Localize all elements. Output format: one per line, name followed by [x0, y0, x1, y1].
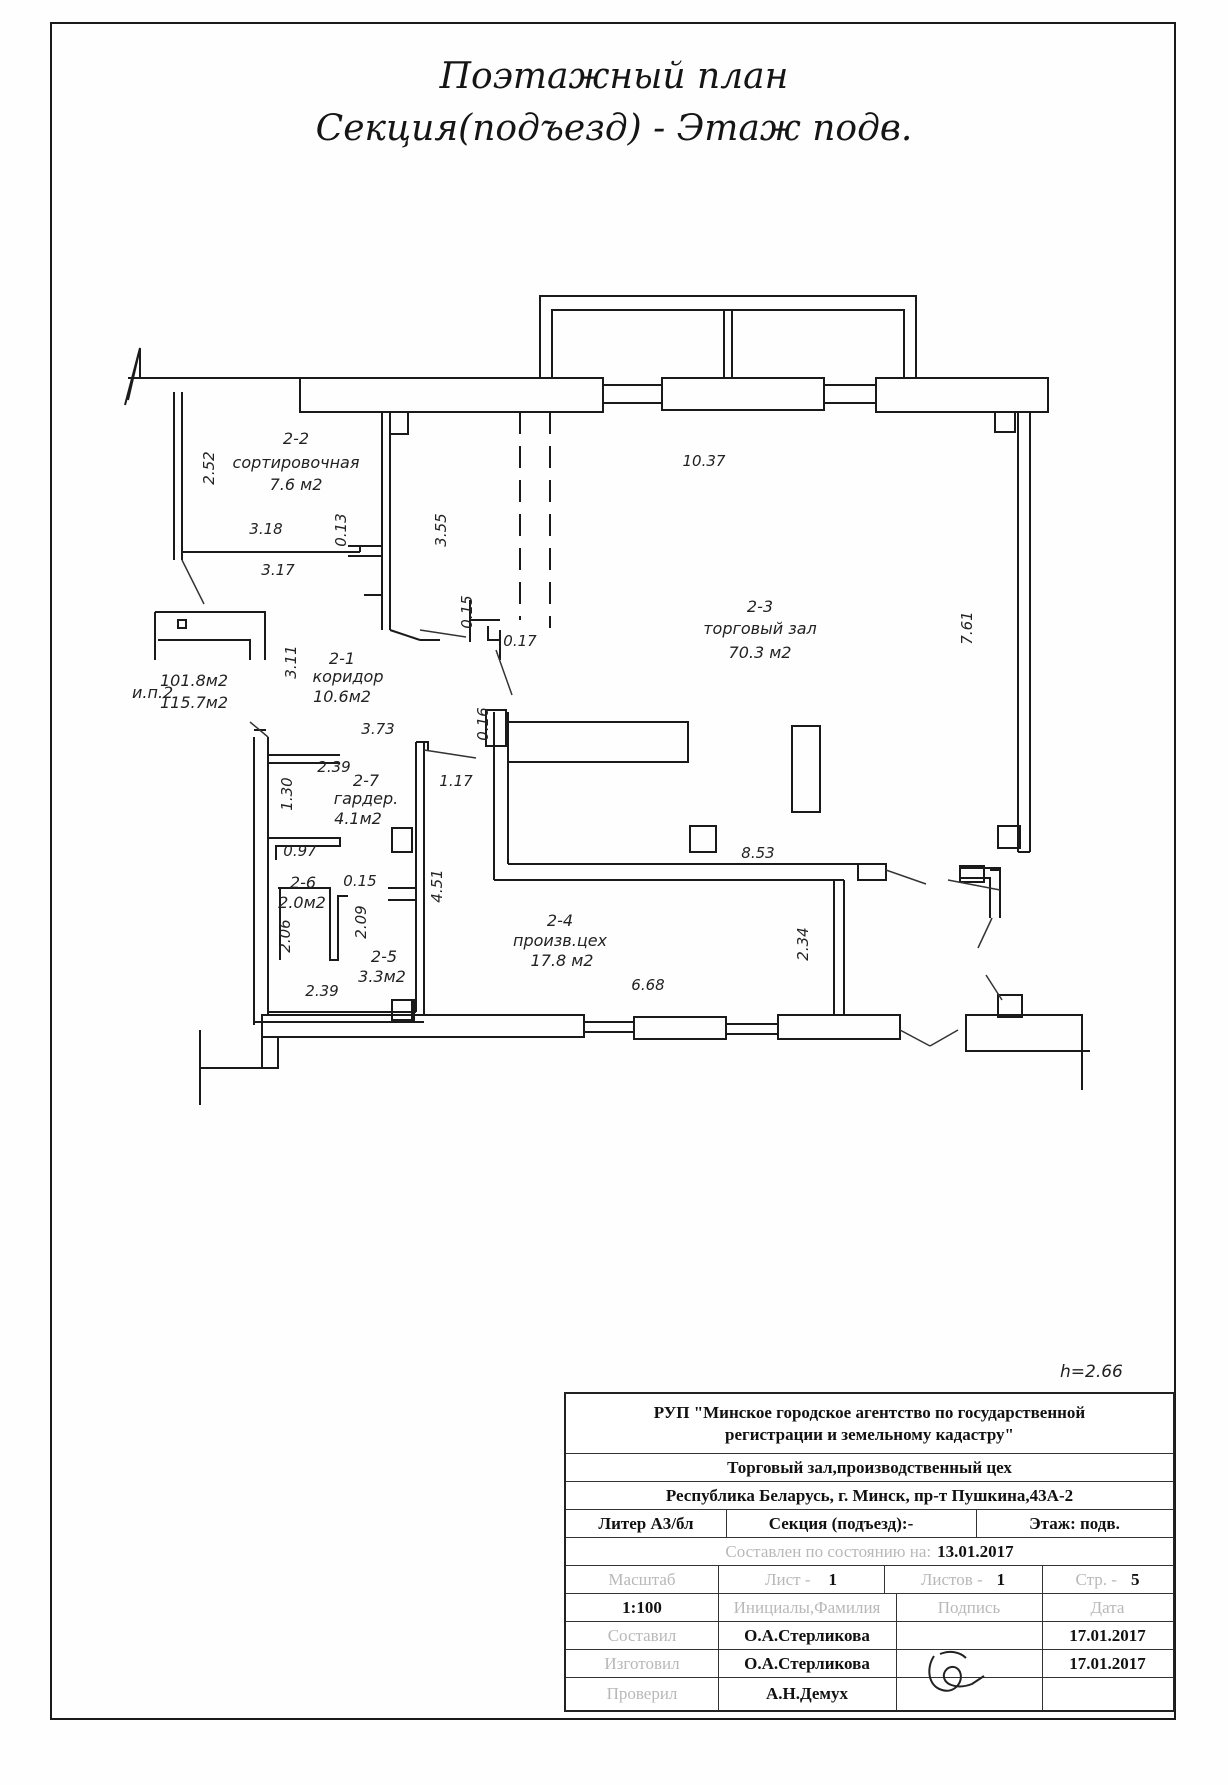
bottom-right-break [1082, 1015, 1090, 1090]
door-swing-lines [182, 560, 1002, 1046]
shelf-short [792, 726, 820, 812]
stamp-floor: Этаж: подв. [1029, 1513, 1120, 1533]
stamp-scale-value: 1:100 [622, 1597, 662, 1617]
top-wall-right [876, 378, 1048, 412]
stamp-sheet-value: 1 [828, 1569, 837, 1589]
totals-area-2: 115.7м2 [160, 693, 229, 712]
dim-7-61: 7.61 [958, 611, 976, 645]
stamp-object: Торговый зал,производственный цех [727, 1457, 1012, 1477]
dim-0-16: 0.16 [474, 707, 492, 741]
stamp-person-date: 17.01.2017 [1069, 1625, 1146, 1645]
dim-1-17: 1.17 [439, 772, 473, 790]
stamp-org-line1: РУП "Минское городское агентство по государственной [653, 1402, 1086, 1422]
stamp-object-row [566, 1454, 1173, 1482]
stamp-address: Республика Беларусь, г. Минск, пр-т Пушкина,43А-2 [665, 1485, 1074, 1505]
stamp-section: Секция (подъезд):- [768, 1513, 914, 1533]
stamp-person-row [566, 1650, 1173, 1678]
dim-2-39-b: 2.39 [305, 982, 339, 1000]
dim-10-37: 10.37 [682, 452, 726, 470]
room-2-1-id: 2-1 [328, 649, 356, 668]
left-break-line [125, 348, 140, 405]
vestibule [960, 868, 1000, 918]
stamp-org-row [566, 1394, 1173, 1454]
stamp-person-name: А.Н.Демух [765, 1684, 849, 1703]
dimension-labels [200, 451, 976, 1000]
stamp-col-signature: Подпись [937, 1597, 1001, 1617]
corridor-walls [155, 612, 265, 660]
bottom-wall-right [966, 1015, 1082, 1051]
bottom-wall-mid2 [778, 1015, 900, 1039]
stamp-state-label: Составлен по состоянию на: [725, 1541, 932, 1561]
dim-2-06: 2.06 [276, 919, 294, 953]
dim-3-11: 3.11 [282, 645, 300, 679]
room-2-7-area: 4.1м2 [334, 809, 382, 828]
dim-4-51: 4.51 [428, 869, 446, 903]
room-2-4-area: 17.8 м2 [530, 951, 594, 970]
stamp-person-date [1042, 1678, 1173, 1710]
ramp-dashed [520, 412, 550, 628]
room-2-5-area: 3.3м2 [358, 967, 406, 986]
right-exterior-wall [1018, 412, 1030, 852]
stamp-person-name: О.А.Стерликова [744, 1653, 870, 1673]
ceiling-height-note: h=2.66 [1060, 1362, 1123, 1382]
top-annex [540, 296, 916, 378]
dim-2-09: 2.09 [352, 905, 370, 939]
stamp-address-row [566, 1482, 1173, 1510]
stamp-liter-row [566, 1510, 1173, 1538]
stamp-liter: Литер А3/бл [598, 1513, 694, 1533]
top-exterior-wall [140, 348, 603, 412]
walls [125, 296, 1090, 1105]
bottom-wall-mid [634, 1017, 726, 1039]
dim-2-34: 2.34 [794, 927, 812, 961]
dim-1-30: 1.30 [278, 777, 296, 811]
dim-0-15-a: 0.15 [458, 595, 476, 629]
stamp-org-line2: регистрации и земельному кадастру" [725, 1424, 1014, 1444]
dim-0-15-b: 0.15 [343, 872, 377, 890]
room-2-6-id: 2-6 [289, 873, 317, 892]
room-2-2-walls [174, 392, 390, 630]
dim-6-68: 6.68 [631, 976, 665, 994]
title-block-stamp [564, 1392, 1175, 1712]
room-2-3-id: 2-3 [746, 597, 774, 616]
dim-3-17: 3.17 [261, 561, 295, 579]
stamp-person-date: 17.01.2017 [1069, 1653, 1146, 1673]
dim-0-17: 0.17 [503, 632, 537, 650]
stamp-role: Составил [607, 1625, 677, 1645]
stamp-header-row [566, 1594, 1173, 1622]
room-2-4-id: 2-4 [546, 911, 574, 930]
dim-2-52: 2.52 [200, 451, 218, 485]
room-2-4-name: произв.цех [512, 931, 608, 950]
dim-0-97: 0.97 [283, 842, 317, 860]
room-2-3-area: 70.3 м2 [728, 643, 792, 662]
room-2-7-id: 2-7 [352, 771, 380, 790]
stamp-person-row [566, 1678, 1173, 1710]
plan-subtitle: Секция(подъезд) - Этаж подв. [315, 108, 913, 149]
stamp-sheets-value: 1 [996, 1569, 1006, 1589]
dim-3-55: 3.55 [432, 513, 450, 547]
bottom-wall-left [262, 1015, 584, 1037]
top-wall-mid [662, 378, 824, 410]
room-2-7-name: гардер. [333, 789, 399, 808]
stamp-col-date: Дата [1090, 1597, 1125, 1617]
dim-3-18: 3.18 [249, 520, 283, 538]
room-2-3-name: торговый зал [703, 619, 817, 638]
stamp-scale-label: Масштаб [608, 1569, 676, 1589]
room-2-5-id: 2-5 [370, 947, 398, 966]
dim-8-53: 8.53 [741, 844, 775, 862]
room-2-1-area: 10.6м2 [313, 687, 371, 706]
stamp-role: Изготовил [604, 1653, 680, 1673]
stamp-col-initials: Инициалы,Фамилия [733, 1597, 881, 1617]
stamp-role: Проверил [606, 1684, 678, 1703]
stamp-page-value: 5 [1130, 1569, 1140, 1589]
room-2-1-name: коридор [312, 667, 384, 686]
stamp-person-name: О.А.Стерликова [744, 1625, 870, 1645]
totals-area-1: 101.8м2 [160, 671, 229, 690]
stamp-state-row [566, 1538, 1173, 1566]
dim-2-39-a: 2.39 [317, 758, 351, 776]
stamp-sheet-row [566, 1566, 1173, 1594]
totals-label: и.п.2 [132, 683, 174, 702]
stamp-sheets-label: Листов - [920, 1569, 983, 1589]
plan-title: Поэтажный план [439, 56, 789, 97]
dim-3-73: 3.73 [361, 720, 395, 738]
handwritten-signature [920, 1646, 990, 1702]
room-2-2-area: 7.6 м2 [269, 475, 323, 494]
stamp-page-label: Стр. - [1075, 1569, 1117, 1589]
room-2-6-area: 2.0м2 [278, 893, 326, 912]
bottom-left-corner [200, 1015, 278, 1105]
dim-0-13: 0.13 [332, 513, 350, 547]
shelf-long [508, 722, 688, 762]
stamp-state-date: 13.01.2017 [937, 1541, 1014, 1561]
stamp-sheet-label: Лист - [764, 1569, 811, 1589]
stamp-person-row [566, 1622, 1173, 1650]
top-wall-left [300, 378, 603, 412]
room-2-2-name: сортировочная [232, 453, 360, 472]
room-2-2-id: 2-2 [282, 429, 310, 448]
